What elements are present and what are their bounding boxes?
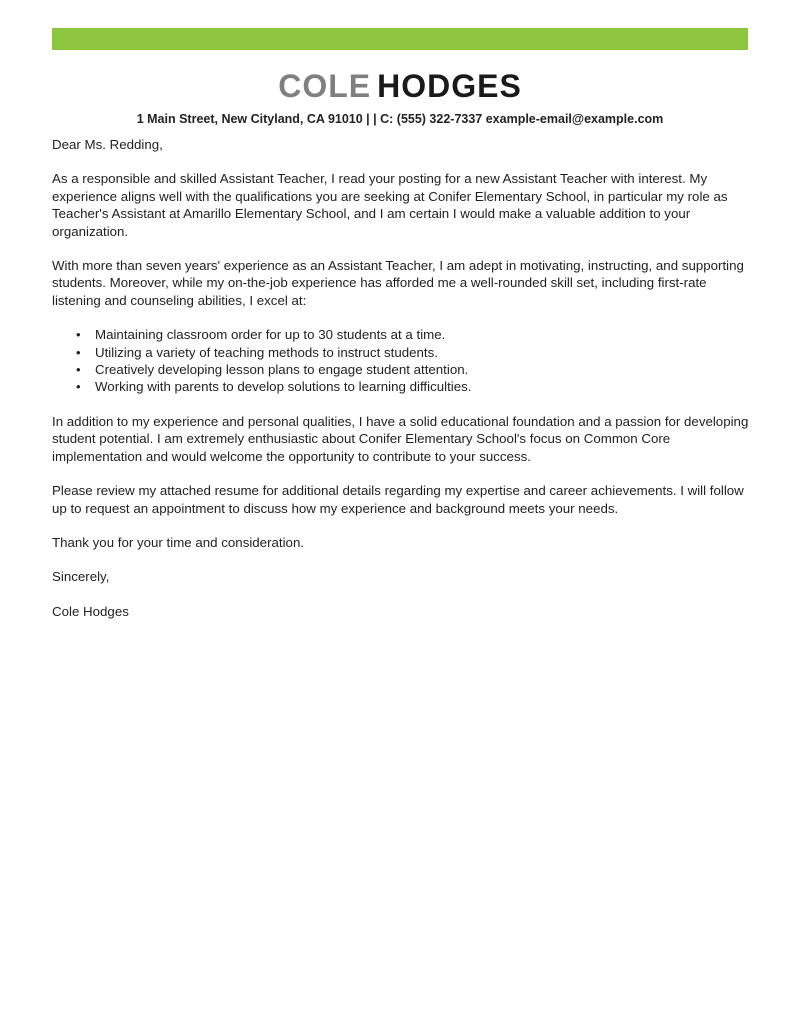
signoff: Sincerely, [52, 569, 110, 585]
paragraph-intro: As a responsible and skilled Assistant Teacher, I read your posting for a new Assistant Teacher with interest. My experience aligns well with the qualifications you are seeking at Conifer Elementary School, in particular my role as Teacher's Assistant at Amarillo Elementary School, and I am certain I would make a valuable addition to your organization. [52, 171, 728, 239]
accent-bar [52, 28, 748, 50]
paragraph-experience: With more than seven years' experience as an Assistant Teacher, I am adept in motivating, instructing, and supporting students. Moreover, while my on-the-job experience has afforded me a well-rounded skill set, including first-rate listening and counseling abilities, I excel at: [52, 258, 744, 308]
salutation: Dear Ms. Redding, [52, 137, 163, 152]
bullet-item: • Utilizing a variety of teaching methods to instruct students. [82, 344, 750, 361]
candidate-first-name: COLE [278, 68, 372, 104]
contact-line: 1 Main Street, New Cityland, CA 91010 | | C: (555) 322-7337 example-email@example.com [136, 112, 664, 126]
candidate-last-name: HODGES [377, 68, 522, 104]
bullet-item: • Creatively developing lesson plans to engage student attention. [82, 361, 750, 378]
skills-bullet-list [52, 326, 750, 396]
paragraph-resume: Please review my attached resume for additional details regarding my expertise and career achievements. I will follow up to request an appointment to discuss how my experience and background meets your needs. [52, 483, 744, 516]
signature-name: Cole Hodges [52, 603, 129, 619]
candidate-name [0, 68, 800, 105]
bullet-item: • Working with parents to develop solutions to learning difficulties. [82, 378, 750, 395]
paragraph-thanks: Thank you for your time and consideration. [52, 534, 305, 550]
bullet-item: • Maintaining classroom order for up to 30 students at a time. [82, 326, 750, 343]
letter-body [52, 136, 750, 637]
paragraph-education: In addition to my experience and personal qualities, I have a solid educational foundation and a passion for developing student potential. I am extremely enthusiastic about Conifer Elementary School's focus on Common Core implementation and would welcome the opportunity to contribute to your success. [52, 413, 749, 464]
